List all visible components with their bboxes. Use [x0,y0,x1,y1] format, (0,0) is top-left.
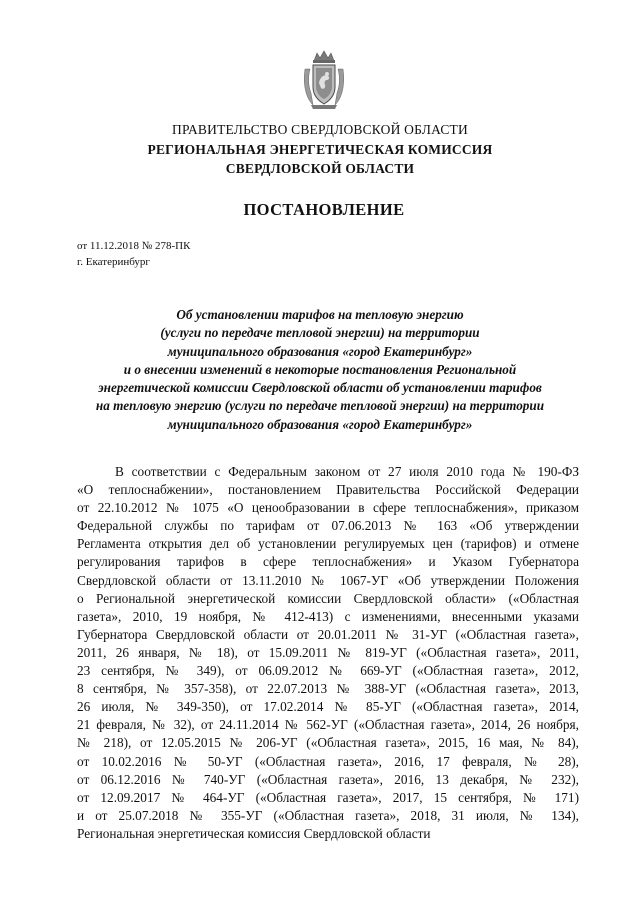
document-date-number: от 11.12.2018 № 278-ПК [77,240,191,252]
document-type: ПОСТАНОВЛЕНИЕ [243,200,405,219]
preamble-paragraph [77,463,579,843]
body-line: 8 сентября, № 357-358), от 22.07.2013 № 388-УГ («Областная газета», 2013, [77,681,579,697]
body-line: о Региональной энергетической комиссии Свердловской области» («Областная [77,590,579,606]
body-line: В соответствии с Федеральным законом от 27 июля 2010 года № 190-ФЗ [115,464,579,479]
body-line: от 10.02.2016 № 50-УГ («Областная газета», 2016, 17 февраля, № 28), [77,753,579,769]
title-line: на тепловую энергию (услуги по передаче тепловой энергии) на территории [95,398,545,414]
body-line: 2011, 26 января, № 18), от 15.09.2011 № 819-УГ («Областная газета», 2011, [77,644,579,660]
government-name: ПРАВИТЕЛЬСТВО СВЕРДЛОВСКОЙ ОБЛАСТИ [172,122,468,137]
body-line: Регламента открытия дел об установлении регулируемых цен (тарифов) и отмене [77,536,579,552]
body-line: и от 25.07.2018 № 355-УГ («Областная газета», 2018, 31 июля, № 134), [77,807,579,823]
region-name: СВЕРДЛОВСКОЙ ОБЛАСТИ [225,161,415,176]
title-line: и о внесении изменений в некоторые постановления Региональной [123,361,517,377]
body-line: 21 февраля, № 32), от 24.11.2014 № 562-УГ («Областная газета», 2014, 26 ноября, [77,717,579,733]
document-title [60,306,580,434]
body-line: № 218), от 12.05.2015 № 206-УГ («Областная газета», 2015, 16 мая, № 84), [77,735,579,751]
commission-name: РЕГИОНАЛЬНАЯ ЭНЕРГЕТИЧЕСКАЯ КОМИССИЯ [147,142,493,157]
body-line: «О теплоснабжении», постановлением Правительства Российской Федерации [77,482,579,498]
body-line: Федеральной службы по тарифам от 07.06.2013 № 163 «Об утверждении [77,518,579,534]
title-line: энергетической комиссии Свердловской области об установлении тарифов [98,380,542,396]
body-line: 23 сентября, № 349), от 06.09.2012 № 669-УГ («Областная газета», 2012, [77,663,579,679]
title-line: муниципального образования «город Екатеринбург» [167,343,473,359]
body-line: от 06.12.2016 № 740-УГ («Областная газета», 2016, 13 декабря, № 232), [77,771,579,787]
body-line: Свердловской области от 13.11.2010 № 1067-УГ «Об утверждении Положения [77,572,579,588]
body-line: газета», 2010, 19 ноября, № 412-413) с изменениями, внесенными указами [77,608,579,624]
body-line: от 12.09.2017 № 464-УГ («Областная газета», 2017, 15 сентября, № 171) [77,789,579,805]
coat-of-arms-icon [301,49,347,111]
title-line: Об установлении тарифов на тепловую энергию [176,307,464,322]
body-line: Региональная энергетическая комиссия Свердловской области [77,825,431,841]
body-line: 26 июля, № 349-350), от 17.02.2014 № 85-УГ («Областная газета», 2014, [77,699,579,715]
title-line: муниципального образования «город Екатеринбург» [167,416,473,432]
body-line: от 22.10.2012 № 1075 «О ценообразовании в сфере теплоснабжения», приказом [77,500,579,516]
document-city: г. Екатеринбург [77,256,150,268]
title-line: (услуги по передаче тепловой энергии) на территории [160,325,480,341]
body-line: регулирования тарифов в сфере теплоснабжения» и Указом Губернатора [77,554,579,570]
body-line: Губернатора Свердловской области от 20.01.2011 № 31-УГ («Областная газета», [77,626,579,642]
